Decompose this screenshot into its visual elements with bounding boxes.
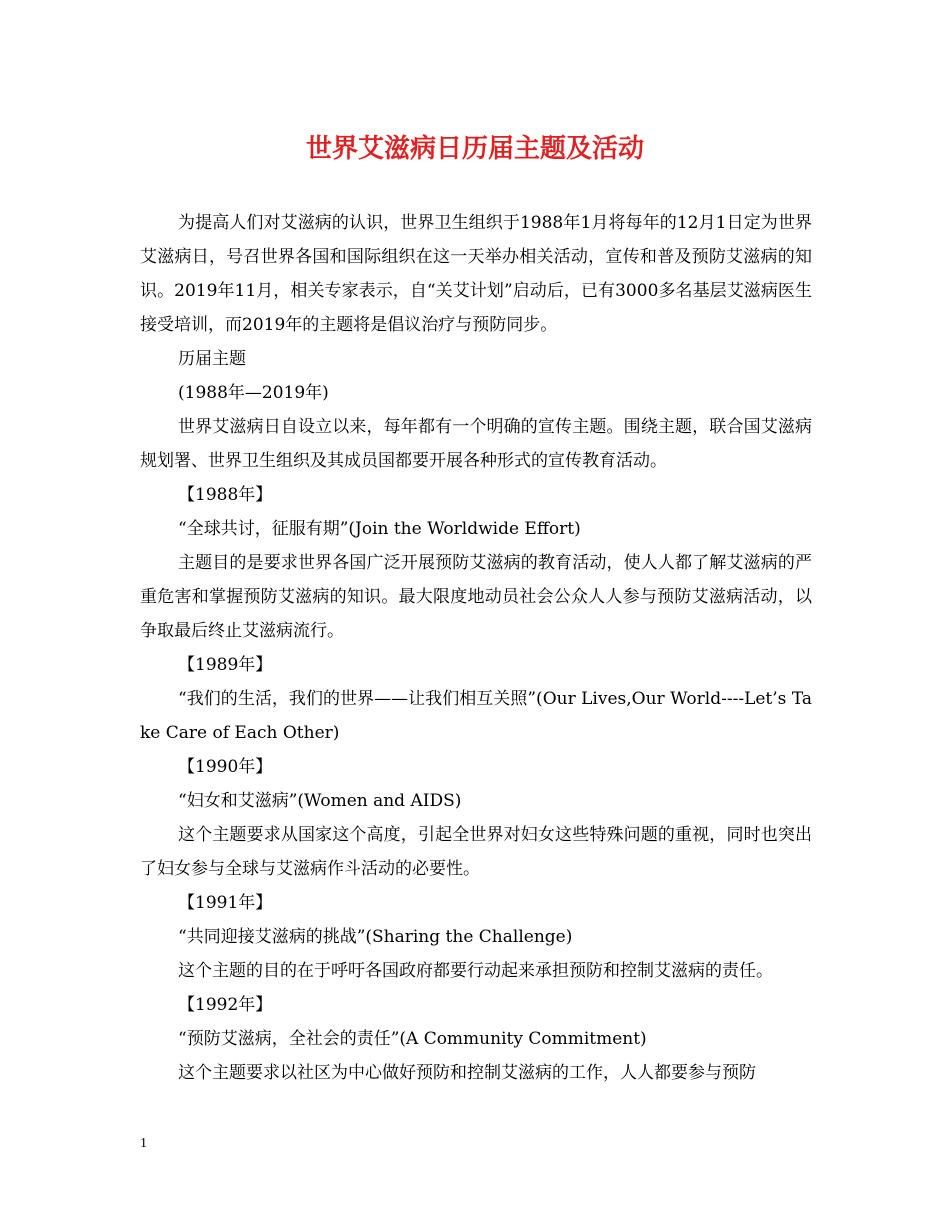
description-1992: 这个主题要求以社区为中心做好预防和控制艾滋病的工作，人人都要参与预防 — [178, 1063, 756, 1083]
theme-1991: “共同迎接艾滋病的挑战”(Sharing the Challenge) — [178, 927, 573, 947]
year-range: (1988年—2019年) — [178, 383, 329, 403]
year-heading-1992: 【1992年】 — [178, 995, 273, 1015]
description-1988: 主题目的是要求世界各国广泛开展预防艾滋病的教育活动，使人人都了解艾滋病的严重危害和掌握预防艾滋病的知识。最大限度地动员社会公众人人参与预防艾滋病活动，以争取最后终止艾滋病流行。 — [140, 553, 812, 641]
year-heading-1988: 【1988年】 — [178, 485, 273, 505]
page-number: 1 — [140, 1136, 147, 1151]
theme-1992: “预防艾滋病，全社会的责任”(A Community Commitment) — [178, 1029, 647, 1049]
year-heading-1989: 【1989年】 — [178, 655, 273, 675]
section-intro-paragraph: 世界艾滋病日自设立以来，每年都有一个明确的宣传主题。围绕主题，联合国艾滋病规划署、世界卫生组织及其成员国都要开展各种形式的宣传教育活动。 — [140, 417, 812, 471]
description-1991: 这个主题的目的在于呼吁各国政府都要行动起来承担预防和控制艾滋病的责任。 — [178, 961, 773, 981]
section-heading: 历届主题 — [178, 349, 246, 369]
year-heading-1991: 【1991年】 — [178, 893, 273, 913]
theme-1990: “妇女和艾滋病”(Women and AIDS) — [178, 791, 462, 811]
document-body — [140, 206, 812, 1090]
intro-paragraph: 为提高人们对艾滋病的认识，世界卫生组织于1988年1月将每年的12月1日定为世界艾滋病日，号召世界各国和国际组织在这一天举办相关活动，宣传和普及预防艾滋病的知识。2019年11月，相关专家表示，自“关艾计划”启动后，已有3000多名基层艾滋病医生接受培训，而2019年的主题将是倡议治疗与预防同步。 — [140, 213, 812, 335]
description-1990: 这个主题要求从国家这个高度，引起全世界对妇女这些特殊问题的重视，同时也突出了妇女参与全球与艾滋病作斗活动的必要性。 — [140, 825, 812, 879]
theme-1989: “我们的生活，我们的世界——让我们相互关照”(Our Lives,Our World----Let’s Take Care of Each Other) — [140, 689, 812, 743]
year-heading-1990: 【1990年】 — [178, 757, 273, 777]
document-title: 世界艾滋病日历届主题及活动 — [305, 134, 644, 164]
theme-1988: “全球共讨，征服有期”(Join the Worldwide Effort) — [178, 519, 581, 539]
